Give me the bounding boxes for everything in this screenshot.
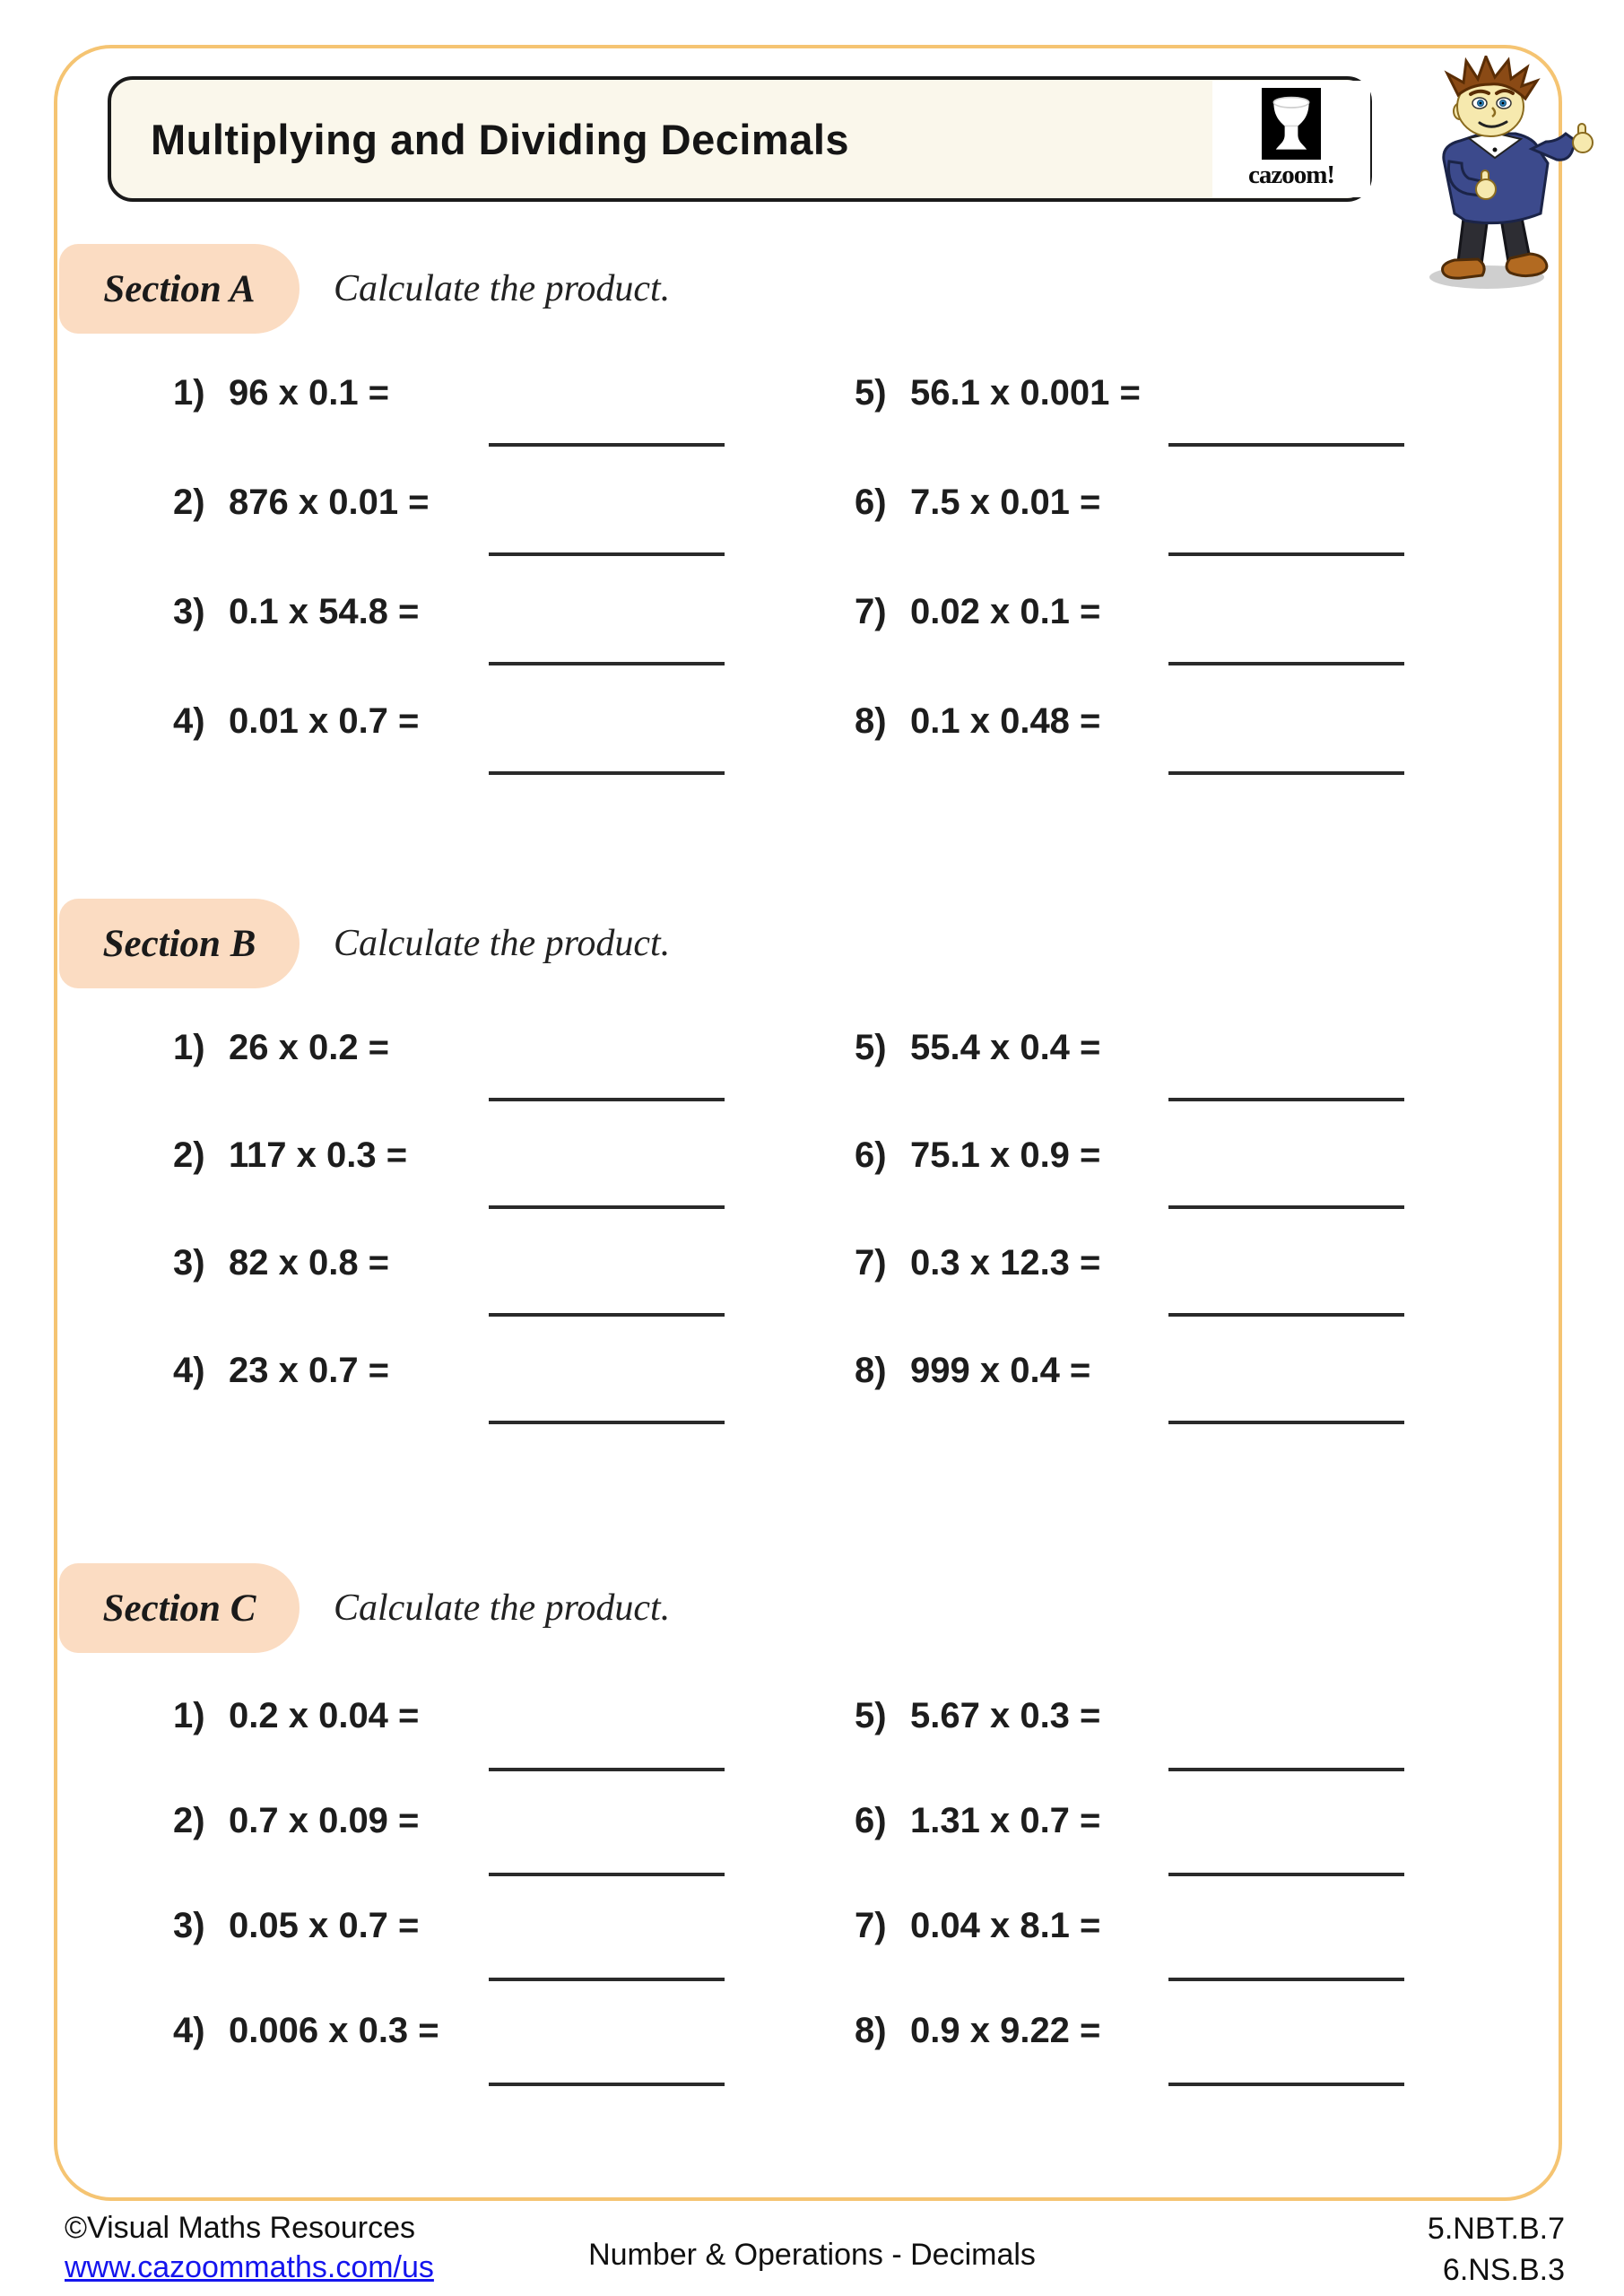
answer-line [1168, 771, 1404, 775]
problem-number: 6) [855, 1135, 887, 1175]
problem-expression: 0.006 x 0.3 = [229, 2011, 439, 2050]
answer-line [489, 2083, 725, 2086]
problem-expression: 96 x 0.1 = [229, 373, 390, 413]
problem-expression: 55.4 x 0.4 = [910, 1028, 1101, 1067]
problem-expression: 999 x 0.4 = [910, 1351, 1091, 1390]
section-b-instruction: Calculate the product. [334, 923, 671, 964]
answer-line [1168, 662, 1404, 665]
problem-expression: 23 x 0.7 = [229, 1351, 390, 1390]
problem-number: 2) [173, 483, 205, 522]
problem-expression: 0.1 x 54.8 = [229, 592, 420, 631]
problem-number: 3) [173, 1243, 205, 1283]
problem-number: 4) [173, 1351, 205, 1390]
problem-expression: 82 x 0.8 = [229, 1243, 390, 1283]
problem-number: 4) [173, 701, 205, 741]
answer-line [489, 1098, 725, 1101]
problem-a6 [855, 483, 1100, 522]
logo-text: cazoom! [1247, 161, 1335, 189]
problem-b8 [855, 1351, 1090, 1390]
problem-expression: 5.67 x 0.3 = [910, 1696, 1101, 1735]
problem-c2 [173, 1801, 419, 1840]
answer-line [1168, 1313, 1404, 1317]
problem-a8 [855, 701, 1100, 741]
standard-code-2: 6.NS.B.3 [1442, 2253, 1565, 2287]
problem-expression: 0.04 x 8.1 = [910, 1906, 1101, 1945]
answer-line [1168, 1205, 1404, 1209]
problem-b5 [855, 1028, 1100, 1067]
problem-c5 [855, 1696, 1100, 1735]
problem-number: 5) [855, 1028, 887, 1067]
problem-number: 7) [855, 592, 887, 631]
problem-a2 [173, 483, 430, 522]
page-border [54, 45, 1562, 2201]
problem-b1 [173, 1028, 389, 1067]
answer-line [1168, 1873, 1404, 1876]
problem-expression: 876 x 0.01 = [229, 483, 430, 522]
problem-c6 [855, 1801, 1100, 1840]
title-box [108, 76, 1372, 202]
answer-line [489, 1978, 725, 1981]
problem-number: 3) [173, 592, 205, 631]
answer-line [489, 1421, 725, 1424]
problem-expression: 0.01 x 0.7 = [229, 701, 420, 741]
problem-number: 1) [173, 1696, 205, 1735]
answer-line [1168, 1768, 1404, 1771]
answer-line [1168, 552, 1404, 556]
problem-expression: 0.1 x 0.48 = [910, 701, 1101, 741]
problem-number: 1) [173, 1028, 205, 1067]
problem-number: 6) [855, 1801, 887, 1840]
problem-number: 4) [173, 2011, 205, 2050]
problem-c7 [855, 1906, 1100, 1945]
problem-expression: 0.7 x 0.09 = [229, 1801, 420, 1840]
problem-c8 [855, 2011, 1100, 2050]
problem-c4 [173, 2011, 439, 2050]
problem-b4 [173, 1351, 389, 1390]
problem-number: 1) [173, 373, 205, 413]
problem-a4 [173, 701, 419, 741]
problem-a5 [855, 373, 1141, 413]
section-c-label: Section C [102, 1587, 256, 1630]
footer-standards [1428, 2208, 1565, 2291]
section-b-header [59, 899, 300, 988]
problem-b7 [855, 1243, 1100, 1283]
section-c-header [59, 1563, 300, 1653]
problem-number: 2) [173, 1801, 205, 1840]
problem-a7 [855, 592, 1100, 631]
answer-line [489, 552, 725, 556]
problem-expression: 1.31 x 0.7 = [910, 1801, 1101, 1840]
problem-expression: 7.5 x 0.01 = [910, 483, 1101, 522]
answer-line [489, 1205, 725, 1209]
answer-line [489, 1313, 725, 1317]
djembe-drum-glyph [1267, 93, 1316, 154]
problem-expression: 26 x 0.2 = [229, 1028, 390, 1067]
student-mascot-illustration [1379, 56, 1623, 298]
problem-number: 8) [855, 701, 887, 741]
problem-expression: 0.05 x 0.7 = [229, 1906, 420, 1945]
problem-a1 [173, 373, 389, 413]
answer-line [489, 662, 725, 665]
problem-a3 [173, 592, 419, 631]
section-a-instruction: Calculate the product. [334, 268, 671, 309]
problem-expression: 56.1 x 0.001 = [910, 373, 1141, 413]
section-a-label: Section A [103, 267, 256, 310]
answer-line [489, 771, 725, 775]
problem-number: 6) [855, 483, 887, 522]
page-title: Multiplying and Dividing Decimals [151, 115, 850, 163]
problem-c3 [173, 1906, 419, 1945]
problem-expression: 0.9 x 9.22 = [910, 2011, 1101, 2050]
problem-expression: 0.3 x 12.3 = [910, 1243, 1101, 1283]
problem-number: 5) [855, 1696, 887, 1735]
problem-b3 [173, 1243, 389, 1283]
djembe-drum-icon [1262, 88, 1321, 160]
copyright-text: ©Visual Maths Resources [65, 2211, 416, 2245]
problem-expression: 75.1 x 0.9 = [910, 1135, 1101, 1175]
answer-line [1168, 1978, 1404, 1981]
answer-line [489, 1873, 725, 1876]
answer-line [1168, 443, 1404, 447]
problem-expression: 0.2 x 0.04 = [229, 1696, 420, 1735]
problem-number: 5) [855, 373, 887, 413]
problem-number: 8) [855, 1351, 887, 1390]
problem-expression: 0.02 x 0.1 = [910, 592, 1101, 631]
section-c-instruction: Calculate the product. [334, 1587, 671, 1629]
problem-number: 8) [855, 2011, 887, 2050]
problem-b6 [855, 1135, 1100, 1175]
problem-expression: 117 x 0.3 = [229, 1135, 408, 1175]
section-b-label: Section B [102, 922, 256, 965]
standard-code-1: 5.NBT.B.7 [1427, 2212, 1565, 2246]
problem-c1 [173, 1696, 419, 1735]
problem-b2 [173, 1135, 407, 1175]
problem-number: 7) [855, 1243, 887, 1283]
website-link[interactable]: www.cazoommaths.com/us [65, 2250, 434, 2284]
answer-line [489, 443, 725, 447]
answer-line [489, 1768, 725, 1771]
footer-topic: Number & Operations - Decimals [588, 2238, 1036, 2272]
answer-line [1168, 1421, 1404, 1424]
section-a-header [59, 244, 300, 334]
problem-number: 2) [173, 1135, 205, 1175]
problem-number: 7) [855, 1906, 887, 1945]
problem-number: 3) [173, 1906, 205, 1945]
cazoom-logo [1212, 81, 1370, 197]
answer-line [1168, 1098, 1404, 1101]
answer-line [1168, 2083, 1404, 2086]
